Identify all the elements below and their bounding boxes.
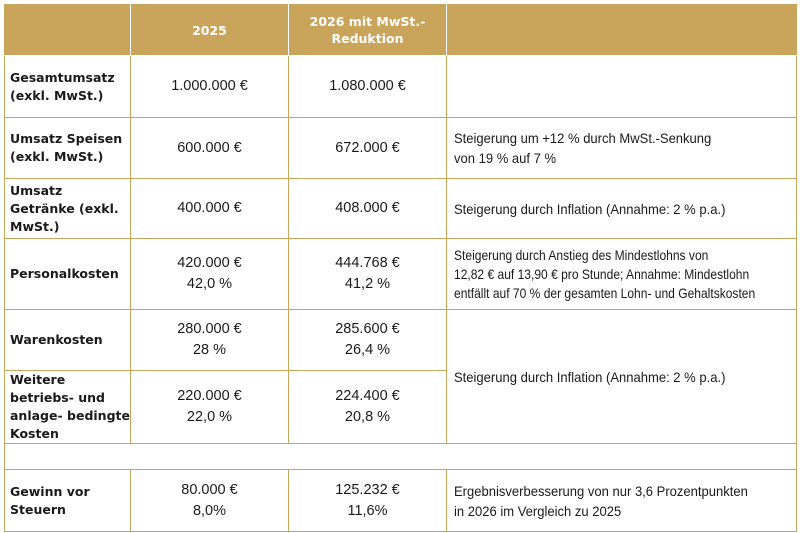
header-2025: 2025	[131, 5, 289, 56]
header-2026: 2026 mit MwSt.-Reduktion	[289, 5, 447, 56]
table-row	[5, 56, 797, 118]
value-2025: 80.000 € 8,0%	[131, 470, 289, 532]
row-label: Umsatz Speisen (exkl. MwSt.)	[5, 118, 131, 179]
row-note: Ergebnisverbesserung von nur 3,6 Prozentpunkten in 2026 im Vergleich zu 2025	[447, 470, 797, 532]
row-label: Warenkosten	[5, 310, 131, 371]
header-note-cell	[447, 5, 797, 56]
value-2025: 280.000 € 28 %	[131, 310, 289, 371]
value-2026: 285.600 € 26,4 %	[289, 310, 447, 371]
row-label: Gewinn vor Steuern	[5, 470, 131, 532]
value-2025: 220.000 € 22,0 %	[131, 371, 289, 444]
row-label: Umsatz Getränke (exkl. MwSt.)	[5, 179, 131, 239]
comparison-table	[4, 4, 797, 532]
header-row	[5, 5, 797, 56]
table-row	[5, 239, 797, 310]
row-note: Steigerung durch Anstieg des Mindestlohns von 12,82 € auf 13,90 € pro Stunde; Annahme: Mindestlohn entfällt auf 70 % der gesamten Lohn- und Gehaltskosten	[447, 239, 797, 310]
value-2026: 224.400 € 20,8 %	[289, 371, 447, 444]
row-note: Steigerung durch Inflation (Annahme: 2 % p.a.)	[447, 310, 797, 444]
value-2026: 444.768 € 41,2 %	[289, 239, 447, 310]
row-label: Weitere betriebs- und anlage- bedingte Kosten	[5, 371, 131, 444]
spacer-cell	[5, 444, 797, 470]
table-row	[5, 470, 797, 532]
value-2025: 600.000 €	[131, 118, 289, 179]
header-label-cell	[5, 5, 131, 56]
table-row	[5, 310, 797, 371]
row-note	[447, 56, 797, 118]
value-2025: 1.000.000 €	[131, 56, 289, 118]
value-2025: 400.000 €	[131, 179, 289, 239]
row-label: Gesamtumsatz (exkl. MwSt.)	[5, 56, 131, 118]
row-note: Steigerung durch Inflation (Annahme: 2 % p.a.)	[447, 179, 797, 239]
value-2025: 420.000 € 42,0 %	[131, 239, 289, 310]
value-2026: 672.000 €	[289, 118, 447, 179]
value-2026: 1.080.000 €	[289, 56, 447, 118]
row-label: Personalkosten	[5, 239, 131, 310]
spacer-row	[5, 444, 797, 470]
value-2026: 125.232 € 11,6%	[289, 470, 447, 532]
table-row	[5, 179, 797, 239]
value-2026: 408.000 €	[289, 179, 447, 239]
row-note: Steigerung um +12 % durch MwSt.-Senkung von 19 % auf 7 %	[447, 118, 797, 179]
table-row	[5, 118, 797, 179]
